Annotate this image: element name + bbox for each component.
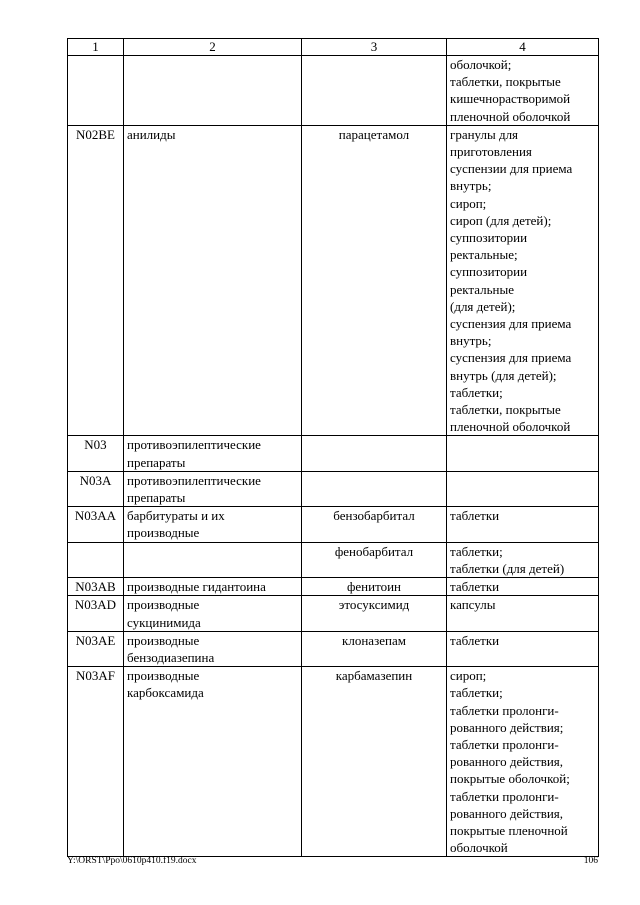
dosage-form-line: суспензия для приема	[450, 316, 572, 332]
dosage-form-line: пленочной оболочкой	[450, 419, 571, 435]
atc-code-cell: N03AB	[68, 578, 124, 596]
table-body	[68, 56, 599, 857]
column-header-3: 3	[302, 39, 447, 56]
group-name-cell	[124, 578, 302, 596]
atc-code-cell: N03AA	[68, 507, 124, 542]
dosage-forms-cell	[447, 436, 599, 471]
table-row	[68, 56, 599, 126]
drug-name-cell: карбамазепин	[302, 667, 447, 857]
drug-name-cell	[302, 56, 447, 126]
dosage-forms-cell	[447, 507, 599, 542]
dosage-forms-cell	[447, 667, 599, 857]
dosage-forms-cell	[447, 471, 599, 506]
drug-name-cell: бензобарбитал	[302, 507, 447, 542]
atc-code-cell	[68, 56, 124, 126]
dosage-form-line: ректальные;	[450, 247, 518, 263]
drug-name-cell: парацетамол	[302, 125, 447, 436]
table-row	[68, 667, 599, 857]
group-name-line: анилиды	[127, 126, 176, 142]
drug-name-cell: фенобарбитал	[302, 542, 447, 577]
dosage-form-line: суппозитории	[450, 264, 528, 280]
dosage-form-line: суспензия для приема	[450, 350, 572, 366]
dosage-form-line: (для детей);	[450, 298, 516, 314]
dosage-form-line: таблетки пролонги-	[450, 702, 559, 718]
dosage-form-line: внутрь (для детей);	[450, 367, 557, 383]
dosage-form-line: суппозитории	[450, 230, 528, 246]
footer-file-path: Y:\ORST\Ppo\0610p410.f19.docx	[67, 856, 197, 866]
group-name-line: противоэпилептические	[127, 472, 261, 488]
dosage-form-line: таблетки	[450, 508, 500, 524]
group-name-line: производные	[127, 597, 200, 613]
group-name-cell	[124, 542, 302, 577]
atc-code-cell: N03AE	[68, 631, 124, 666]
table-row	[68, 596, 599, 631]
dosage-form-line: ректальные	[450, 281, 515, 297]
dosage-form-line: рованного действия,	[450, 754, 564, 770]
dosage-form-line: сироп;	[450, 195, 487, 211]
drug-name-cell: этосуксимид	[302, 596, 447, 631]
atc-code-cell: N03	[68, 436, 124, 471]
dosage-form-line: таблетки	[450, 579, 500, 595]
group-name-cell	[124, 667, 302, 857]
dosage-form-line: таблетки, покрытые	[450, 402, 561, 418]
dosage-form-line: таблетки;	[450, 543, 503, 559]
dosage-form-line: таблетки пролонги-	[450, 736, 559, 752]
column-header-1: 1	[68, 39, 124, 56]
dosage-form-line: оболочкой;	[450, 57, 512, 72]
header-row	[68, 39, 599, 56]
table-row	[68, 125, 599, 436]
dosage-form-line: приготовления	[450, 144, 532, 160]
atc-code-cell	[68, 542, 124, 577]
dosage-form-line: таблетки	[450, 632, 500, 648]
drug-classification-table	[67, 38, 599, 857]
group-name-line: противоэпилептические	[127, 437, 261, 453]
group-name-line: карбоксамида	[127, 685, 204, 701]
column-header-4: 4	[447, 39, 599, 56]
drug-name-cell: клоназепам	[302, 631, 447, 666]
dosage-form-line: пленочной оболочкой	[450, 108, 571, 124]
table-row	[68, 507, 599, 542]
group-name-cell	[124, 56, 302, 126]
atc-code-cell: N03AD	[68, 596, 124, 631]
table-row	[68, 471, 599, 506]
group-name-line: препараты	[127, 490, 186, 506]
group-name-cell	[124, 436, 302, 471]
drug-name-cell	[302, 436, 447, 471]
group-name-line: препараты	[127, 454, 186, 470]
dosage-forms-cell	[447, 578, 599, 596]
atc-code-cell: N03A	[68, 471, 124, 506]
dosage-form-line: сироп;	[450, 668, 487, 684]
dosage-form-line: внутрь;	[450, 333, 492, 349]
table-row	[68, 631, 599, 666]
dosage-form-line: кишечнорастворимой	[450, 91, 571, 107]
column-header-2: 2	[124, 39, 302, 56]
footer-page-number: 106	[583, 856, 598, 866]
dosage-form-line: таблетки, покрытые	[450, 74, 561, 90]
group-name-line: производные гидантоина	[127, 579, 266, 595]
dosage-form-line: внутрь;	[450, 178, 492, 194]
dosage-forms-cell	[447, 596, 599, 631]
atc-code-cell: N03AF	[68, 667, 124, 857]
dosage-form-line: гранулы для	[450, 126, 519, 142]
dosage-form-line: рованного действия,	[450, 805, 564, 821]
group-name-cell	[124, 125, 302, 436]
dosage-forms-cell	[447, 631, 599, 666]
dosage-form-line: сироп (для детей);	[450, 212, 552, 228]
dosage-forms-cell	[447, 542, 599, 577]
group-name-line: производные	[127, 525, 200, 541]
table-row	[68, 578, 599, 596]
table-row	[68, 542, 599, 577]
dosage-form-line: рованного действия;	[450, 719, 564, 735]
dosage-form-line: покрытые оболочкой;	[450, 771, 570, 787]
group-name-line: барбитураты и их	[127, 508, 225, 524]
dosage-form-line: суспензии для приема	[450, 161, 573, 177]
dosage-form-line: таблетки пролонги-	[450, 788, 559, 804]
drug-name-cell	[302, 471, 447, 506]
group-name-line: производные	[127, 632, 200, 648]
group-name-line: сукцинимида	[127, 614, 201, 630]
drug-name-cell: фенитоин	[302, 578, 447, 596]
group-name-cell	[124, 631, 302, 666]
dosage-form-line: оболочкой	[450, 840, 508, 856]
table-row	[68, 436, 599, 471]
dosage-form-line: таблетки (для детей)	[450, 560, 565, 576]
dosage-form-line: таблетки;	[450, 685, 503, 701]
dosage-forms-cell	[447, 56, 599, 126]
group-name-line: бензодиазепина	[127, 649, 215, 665]
atc-code-cell: N02BE	[68, 125, 124, 436]
dosage-form-line: капсулы	[450, 597, 496, 613]
dosage-form-line: покрытые пленочной	[450, 822, 568, 838]
dosage-forms-cell	[447, 125, 599, 436]
dosage-form-line: таблетки;	[450, 384, 503, 400]
group-name-cell	[124, 596, 302, 631]
group-name-cell	[124, 471, 302, 506]
group-name-line: производные	[127, 668, 200, 684]
group-name-cell	[124, 507, 302, 542]
